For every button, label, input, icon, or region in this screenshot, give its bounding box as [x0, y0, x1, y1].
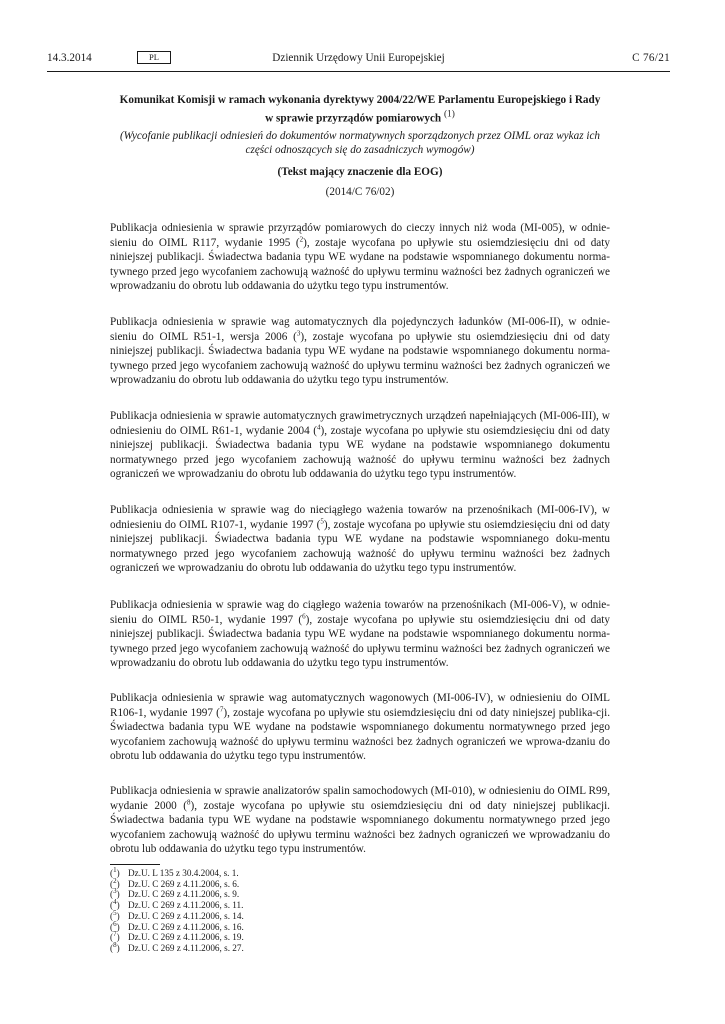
title-block [110, 93, 610, 200]
footnote-ref: 7 [219, 704, 224, 713]
footnotes [110, 865, 410, 954]
footnote-ref: 6 [302, 611, 306, 620]
footnote: ($^7$) Dz.U. C 269 z 4.11.2006, s. 19. [110, 930, 244, 943]
footnote: ($^3$) Dz.U. C 269 z 4.11.2006, s. 9. [110, 887, 240, 900]
footnote-ref: 8 [187, 797, 191, 806]
title-line-1: Komunikat Komisji w ramach wykonania dyrektywy 2004/22/WE Parlamentu Europejskiego i Rady [119, 94, 601, 106]
footnote-ref: 2 [299, 234, 304, 243]
footnote-ref: 4 [317, 422, 321, 431]
footnote: ($^5$) Dz.U. C 269 z 4.11.2006, s. 14. [110, 908, 244, 921]
language-badge: PL [137, 51, 171, 64]
publication-date: 14.3.2014 [47, 52, 92, 64]
header-divider [47, 71, 670, 72]
paragraph-mi-006-iii: Publikacja odniesienia w sprawie automatycznych grawimetrycznych urządzeń napełniających (MI-006-III), w odniesieniu do OIML R61-1, wydanie 2004 ($^4$), zostaje wycofana po upływie stu osiemdziesięciu dni od daty niniejszej publikacji. Świadectwa badania typu WE wydane na podstawie wspomnianego dokumentu normatywnego przed jego wycofaniem zachowują ważność do upływu terminu ważności bez żadnych ograniczeń we wprowadzaniu do obrotu lub oddawania do użytku tego typu instrumentów. [110, 410, 610, 481]
page-header [47, 49, 670, 67]
paragraph-mi-006-v: Publikacja odniesienia w sprawie wag do ciągłego ważenia towarów na przenośnikach (MI-006-V), w odnie-sieniu do OIML R50-1, wydanie 1997 ($^6$), zostaje wycofana po upływie stu osiemdziesięciu dni od daty niniejszej publikacji. Świadectwa badania typu WE wydane na podstawie wspomnianego dokumentu norma-tywnego przed jego wycofaniem zachowują ważność do upływu terminu ważności bez żadnych ograniczeń we wprowadzaniu do obrotu lub oddawania do użytku tego typu instrumentów. [110, 599, 610, 670]
title-footnote-ref: (1) [443, 109, 455, 120]
paragraph-mi-006-ii: Publikacja odniesienia w sprawie wag automatycznych dla pojedynczych ładunków (MI-006-II), w odnie-sieniu do OIML R51-1, wersja 2006 ($^3$), zostaje wycofana po upływie stu osiemdziesięciu dni od daty niniejszej publikacji. Świadectwa badania typu WE wydane na podstawie wspomnianego dokumentu norma-tywnego przed jego wycofaniem zachowują ważność do upływu terminu ważności bez żadnych ograniczeń we wprowadzaniu do obrotu lub oddawania do użytku tego typu instrumentów. [110, 316, 610, 387]
page-number: C 76/21 [632, 52, 670, 64]
footnote: ($^4$) Dz.U. C 269 z 4.11.2006, s. 11. [110, 898, 244, 911]
footnote-divider [110, 864, 160, 865]
journal-title: Dziennik Urzędowy Unii Europejskiej [272, 52, 445, 64]
title-line-2: w sprawie przyrządów pomiarowych [265, 112, 442, 125]
paragraph-mi-006-iv: Publikacja odniesienia w sprawie wag do nieciągłego ważenia towarów na przenośnikach (MI-006-IV), w odniesieniu do OIML R107-1, wydanie 1997 ($^5$), zostaje wycofana po upływie stu osiemdziesięciu dni od daty niniejszej publikacji. Świadectwa badania typu WE wydane na podstawie wspomnianego doku-mentu normatywnego przed jego wycofaniem zachowują ważność do upływu terminu ważności bez żadnych ograniczeń we wprowadzaniu do obrotu lub oddawania do użytku tego typu instrumentów. [110, 504, 610, 575]
document-code: (2014/C 76/02) [325, 186, 395, 199]
paragraph-mi-005: Publikacja odniesienia w sprawie przyrządów pomiarowych do cieczy innych niż woda (MI-005), w odnie-sieniu do OIML R117, wydanie 1995 ($^2$), zostaje wycofana po upływie stu osiemdziesięciu dni od daty niniejszej publikacji. Świadectwa badania typu WE wydane na podstawie wspomnianego dokumentu norma-tywnego przed jego wycofaniem zachowują ważność do upływu terminu ważności bez żadnych ograniczeń we wprowadzaniu do obrotu lub oddawania do użytku tego typu instrumentów. [110, 222, 610, 293]
footnote: ($^2$) Dz.U. C 269 z 4.11.2006, s. 6. [110, 876, 240, 889]
document-title [110, 93, 610, 126]
footnote: ($^8$) Dz.U. C 269 z 4.11.2006, s. 27. [110, 940, 244, 953]
footnote-ref: 5 [320, 516, 324, 525]
footnote: ($^6$) Dz.U. C 269 z 4.11.2006, s. 16. [110, 919, 244, 932]
paragraph-mi-006-iv-wagon: Publikacja odniesienia w sprawie wag automatycznych wagonowych (MI-006-IV), w odniesieniu do OIML R106-1, wydanie 1997 ($^7$), zostaje wycofana po upływie stu osiemdziesięciu dni od daty niniejszej publika-cji. Świadectwa badania typu WE wydane na podstawie wspomnianego dokumentu normatywnego przed jego wycofaniem zachowują ważność do upływu terminu ważności bez żadnych ograniczeń we wprowa-dzaniu do obrotu lub oddawania do użytku tego typu instrumentów. [110, 692, 610, 763]
eea-relevance-note: (Tekst mający znaczenie dla EOG) [277, 165, 443, 178]
footnote: ($^1$) Dz.U. L 135 z 30.4.2004, s. 1. [110, 865, 239, 878]
paragraph-mi-010: Publikacja odniesienia w sprawie analizatorów spalin samochodowych (MI-010), w odniesieniu do OIML R99, wydanie 2000 ($^8$), zostaje wycofana po upływie stu osiemdziesięciu dni od daty niniejszej publikacji. Świadectwa badania typu WE wydane na podstawie wspomnianego dokumentu normatywnego przed jego wycofaniem zachowują ważność do upływu terminu ważności bez żadnych ograniczeń we wprowadzaniu do obrotu lub oddawania do użytku tego typu instrumentów. [110, 785, 610, 856]
footnote-ref: 3 [296, 328, 301, 337]
document-subtitle: (Wycofanie publikacji odniesień do dokumentów normatywnych sporządzonych przez OIML oraz wykaz ich części odnoszących się do zasadniczych wymogów) [119, 129, 601, 157]
